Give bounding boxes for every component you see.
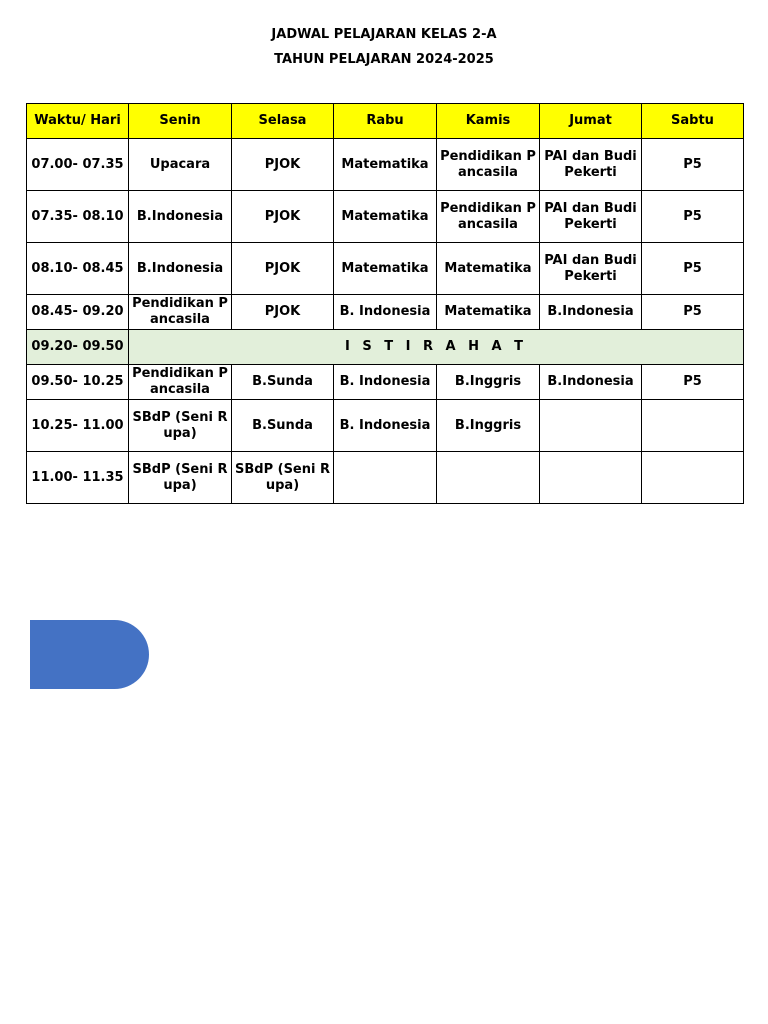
table-cell: PAI dan Budi Pekerti <box>540 191 642 243</box>
table-cell: B.Indonesia <box>129 243 232 295</box>
table-cell <box>642 400 744 452</box>
schedule-table <box>26 103 744 504</box>
table-cell: Pendidikan Pancasila <box>129 365 232 400</box>
header-senin: Senin <box>129 104 232 139</box>
table-cell: P5 <box>642 191 744 243</box>
table-cell: Matematika <box>437 295 540 330</box>
table-cell: PJOK <box>232 243 334 295</box>
title-line-2: TAHUN PELAJARAN 2024-2025 <box>274 52 494 67</box>
table-cell: Matematika <box>334 243 437 295</box>
break-row <box>27 330 744 365</box>
blue-delay-shape <box>30 620 149 689</box>
header-sabtu: Sabtu <box>642 104 744 139</box>
table-cell: B.Sunda <box>232 400 334 452</box>
table-cell: P5 <box>642 365 744 400</box>
table-cell: B.Inggris <box>437 365 540 400</box>
table-cell <box>437 452 540 504</box>
table-cell: Pendidikan Pancasila <box>437 139 540 191</box>
time-cell: 07.00- 07.35 <box>27 139 129 191</box>
table-cell: Matematika <box>437 243 540 295</box>
time-cell: 09.50- 10.25 <box>27 365 129 400</box>
time-cell: 08.45- 09.20 <box>27 295 129 330</box>
table-cell: B.Indonesia <box>129 191 232 243</box>
table-cell: B.Sunda <box>232 365 334 400</box>
table-cell: SBdP (Seni Rupa) <box>129 400 232 452</box>
table-cell: PAI dan Budi Pekerti <box>540 139 642 191</box>
table-cell: PJOK <box>232 191 334 243</box>
table-row <box>27 400 744 452</box>
table-cell: Upacara <box>129 139 232 191</box>
header-kamis: Kamis <box>437 104 540 139</box>
table-cell: PJOK <box>232 139 334 191</box>
time-cell: 07.35- 08.10 <box>27 191 129 243</box>
table-cell: SBdP (Seni Rupa) <box>232 452 334 504</box>
table-row <box>27 295 744 330</box>
table-row <box>27 191 744 243</box>
table-row <box>27 365 744 400</box>
table-cell: P5 <box>642 139 744 191</box>
table-cell: B.Indonesia <box>540 365 642 400</box>
header-waktu-hari: Waktu/ Hari <box>27 104 129 139</box>
table-cell: PAI dan Budi Pekerti <box>540 243 642 295</box>
table-cell: Pendidikan Pancasila <box>437 191 540 243</box>
time-cell: 10.25- 11.00 <box>27 400 129 452</box>
table-cell: P5 <box>642 295 744 330</box>
table-row <box>27 139 744 191</box>
table-cell: PJOK <box>232 295 334 330</box>
header-selasa: Selasa <box>232 104 334 139</box>
table-cell: B. Indonesia <box>334 400 437 452</box>
table-cell <box>334 452 437 504</box>
table-cell: SBdP (Seni Rupa) <box>129 452 232 504</box>
table-cell: P5 <box>642 243 744 295</box>
time-cell: 08.10- 08.45 <box>27 243 129 295</box>
table-cell: B.Inggris <box>437 400 540 452</box>
table-cell <box>642 452 744 504</box>
table-row <box>27 243 744 295</box>
time-cell: 09.20- 09.50 <box>27 330 129 365</box>
table-cell <box>540 400 642 452</box>
time-cell: 11.00- 11.35 <box>27 452 129 504</box>
header-jumat: Jumat <box>540 104 642 139</box>
table-cell: B. Indonesia <box>334 365 437 400</box>
title-line-1: JADWAL PELAJARAN KELAS 2-A <box>271 27 497 42</box>
table-cell: Matematika <box>334 191 437 243</box>
break-label: I S T I R A H A T <box>129 330 744 365</box>
table-cell: B. Indonesia <box>334 295 437 330</box>
table-cell: Pendidikan Pancasila <box>129 295 232 330</box>
header-rabu: Rabu <box>334 104 437 139</box>
header-row <box>27 104 744 139</box>
table-cell: Matematika <box>334 139 437 191</box>
table-cell: B.Indonesia <box>540 295 642 330</box>
table-cell <box>540 452 642 504</box>
table-row <box>27 452 744 504</box>
